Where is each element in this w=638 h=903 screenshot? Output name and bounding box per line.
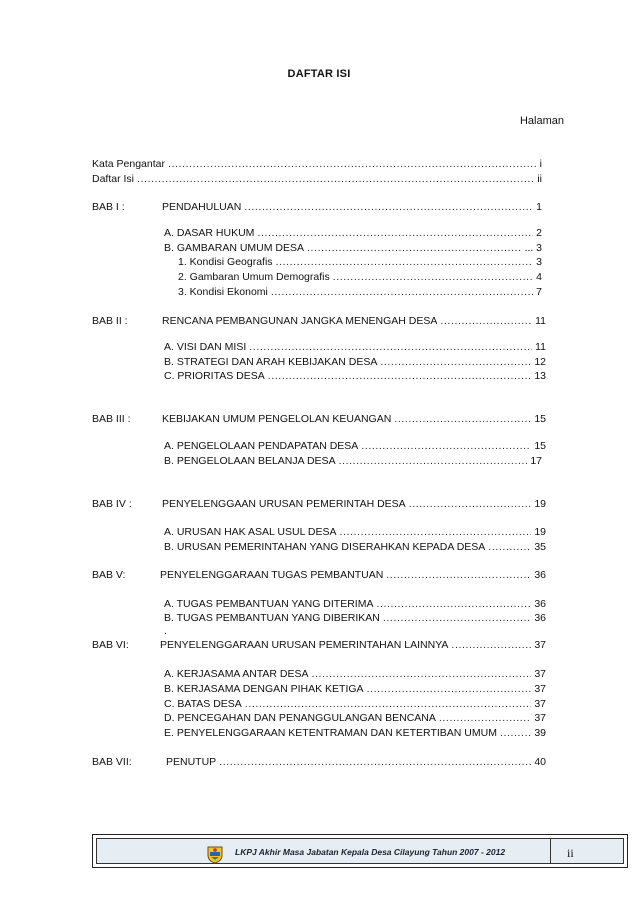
toc-entry-page: 36: [534, 598, 546, 610]
chapter-code: BAB IV :: [92, 498, 132, 510]
toc-entry-page: 2: [536, 227, 542, 239]
toc-entry-label: B. PENGELOLAAN BELANJA DESA: [164, 455, 336, 467]
toc-entry[interactable]: [164, 525, 546, 539]
toc-entry-page: 15: [534, 413, 546, 425]
leader-dots: [376, 597, 531, 611]
leader-dots: [249, 340, 532, 354]
toc-entry-page: ii: [537, 173, 542, 185]
toc-entry[interactable]: [164, 682, 546, 696]
toc-entry-page: 1: [536, 201, 542, 213]
toc-entry-page: 37: [534, 668, 546, 680]
toc-entry-kata-pengantar[interactable]: [92, 157, 542, 171]
toc-chapter-bab6[interactable]: [160, 638, 546, 652]
toc-entry-label: B. URUSAN PEMERINTAHAN YANG DISERAHKAN KEPADA DESA: [164, 541, 486, 553]
toc-entry-label: A. PENGELOLAAN PENDAPATAN DESA: [164, 440, 359, 452]
toc-entry[interactable]: [164, 454, 542, 468]
halaman-label: Halaman: [519, 115, 564, 127]
toc-entry-page: 3: [536, 256, 542, 268]
toc-entry-label: A. DASAR HUKUM: [164, 227, 255, 239]
toc-entry-label: KEBIJAKAN UMUM PENGELOLAN KEUANGAN: [162, 413, 392, 425]
leader-dots: [276, 255, 534, 269]
toc-entry-label: E. PENYELENGGARAAN KETENTRAMAN DAN KETERTIBAN UMUM: [164, 727, 497, 739]
toc-entry-page: 15: [534, 440, 546, 452]
toc-entry-label: PENYELENGGARAAN URUSAN PEMERINTAHAN LAINNYA: [160, 639, 449, 651]
toc-chapter-bab5[interactable]: [160, 568, 546, 582]
toc-entry-page: ... 3: [524, 242, 542, 254]
toc-entry-page: 37: [534, 683, 546, 695]
toc-entry-page: 13: [534, 370, 546, 382]
leader-dots: [380, 355, 531, 369]
toc-entry[interactable]: [164, 241, 542, 255]
toc-chapter-bab1[interactable]: [162, 200, 542, 214]
leader-dots: [409, 497, 532, 511]
toc-entry-label: 2. Gambaran Umum Demografis: [178, 271, 330, 283]
toc-entry[interactable]: [164, 597, 546, 611]
leader-dots: [271, 285, 533, 299]
toc-entry-label: B. GAMBARAN UMUM DESA: [164, 242, 305, 254]
leader-dots: [451, 638, 531, 652]
footer-divider: [550, 839, 551, 863]
toc-entry[interactable]: [164, 711, 546, 725]
toc-entry-label: A. VISI DAN MISI: [164, 341, 247, 353]
toc-entry-label: A. URUSAN HAK ASAL USUL DESA: [164, 526, 337, 538]
toc-entry-label: C. BATAS DESA: [164, 698, 242, 710]
page-title: DAFTAR ISI: [287, 68, 351, 80]
toc-entry-label: A. TUGAS PEMBANTUAN YANG DITERIMA: [164, 598, 374, 610]
toc-entry-label: C. PRIORITAS DESA: [164, 370, 265, 382]
regency-emblem-icon: [205, 844, 225, 864]
toc-entry[interactable]: [164, 540, 546, 554]
leader-dots: [312, 667, 532, 681]
toc-entry-page: 17: [530, 455, 542, 467]
chapter-code: BAB VI:: [92, 639, 129, 651]
stray-dot: .: [164, 625, 167, 637]
toc-entry-label: D. PENCEGAHAN DAN PENANGGULANGAN BENCANA: [164, 712, 436, 724]
toc-entry-page: 19: [534, 526, 546, 538]
toc-entry-page: 37: [534, 712, 546, 724]
leader-dots: [137, 172, 534, 186]
toc-entry-label: B. STRATEGI DAN ARAH KEBIJAKAN DESA: [164, 356, 378, 368]
leader-dots: [168, 157, 537, 171]
leader-dots: [488, 540, 531, 554]
toc-entry-page: 11: [535, 341, 546, 353]
toc-entry-page: 35: [534, 541, 546, 553]
toc-entry-page: 36: [534, 569, 546, 581]
toc-entry[interactable]: [178, 285, 542, 299]
toc-entry-label: 1. Kondisi Geografis: [178, 256, 273, 268]
toc-entry[interactable]: [164, 667, 546, 681]
toc-entry-daftar-isi[interactable]: [92, 172, 542, 186]
footer-page-number: ii: [567, 846, 574, 860]
chapter-code: BAB III :: [92, 413, 131, 425]
footer-caption: LKPJ Akhir Masa Jabatan Kepala Desa Cilayung Tahun 2007 - 2012: [235, 847, 506, 857]
leader-dots: [394, 412, 531, 426]
footer-frame: [96, 838, 624, 864]
toc-entry-page: 12: [534, 356, 546, 368]
leader-dots: [439, 711, 531, 725]
toc-entry-label: PENYELENGGAAN URUSAN PEMERINTAH DESA: [162, 498, 406, 510]
toc-entry[interactable]: [164, 369, 546, 383]
toc-entry[interactable]: [164, 611, 546, 625]
toc-entry-label: PENDAHULUAN: [162, 201, 242, 213]
chapter-code: BAB II :: [92, 315, 128, 327]
toc-chapter-bab7[interactable]: [166, 755, 546, 769]
toc-entry-page: 39: [534, 727, 546, 739]
toc-entry-page: 7: [536, 286, 542, 298]
toc-entry-label: Daftar Isi: [92, 173, 135, 185]
toc-entry[interactable]: [164, 340, 546, 354]
page-footer: [92, 834, 628, 868]
toc-entry-label: PENYELENGGARAAN TUGAS PEMBANTUAN: [160, 569, 384, 581]
leader-dots: [340, 525, 532, 539]
toc-entry[interactable]: [178, 270, 542, 284]
toc-entry-page: 37: [534, 639, 546, 651]
chapter-code: BAB VII:: [92, 756, 132, 768]
toc-entry-page: i: [539, 158, 542, 170]
leader-dots: [367, 682, 532, 696]
toc-entry-label: B. KERJASAMA DENGAN PIHAK KETIGA: [164, 683, 364, 695]
toc-entry-page: 37: [534, 698, 546, 710]
toc-entry[interactable]: [178, 255, 542, 269]
chapter-code: BAB I :: [92, 201, 125, 213]
toc-entry[interactable]: [164, 726, 546, 740]
leader-dots: [339, 454, 528, 468]
toc-entry-label: Kata Pengantar: [92, 158, 165, 170]
toc-entry[interactable]: [164, 439, 546, 453]
leader-dots: [386, 568, 531, 582]
toc-entry-page: 40: [534, 756, 546, 768]
leader-dots: [440, 314, 532, 328]
toc-entry-page: 19: [534, 498, 546, 510]
leader-dots: [268, 369, 532, 383]
leader-dots: [333, 270, 533, 284]
leader-dots: [244, 200, 533, 214]
leader-dots: [257, 226, 533, 240]
toc-entry[interactable]: [164, 355, 546, 369]
chapter-code: BAB V:: [92, 569, 126, 581]
toc-entry[interactable]: [164, 226, 542, 240]
toc-entry-label: RENCANA PEMBANGUNAN JANGKA MENENGAH DESA: [162, 315, 438, 327]
toc-chapter-bab3[interactable]: [162, 412, 546, 426]
leader-dots: [219, 755, 531, 769]
toc-entry-label: B. TUGAS PEMBANTUAN YANG DIBERIKAN: [164, 612, 380, 624]
toc-entry-label: PENUTUP: [166, 756, 217, 768]
toc-chapter-bab4[interactable]: [162, 497, 546, 511]
leader-dots: [307, 241, 521, 255]
toc-entry-page: 36: [534, 612, 546, 624]
toc-entry-page: 4: [536, 271, 542, 283]
leader-dots: [500, 726, 531, 740]
toc-chapter-bab2[interactable]: [162, 314, 546, 328]
leader-dots: [245, 697, 532, 711]
toc-entry-label: A. KERJASAMA ANTAR DESA: [164, 668, 309, 680]
toc-entry-label: 3. Kondisi Ekonomi: [178, 286, 268, 298]
leader-dots: [383, 611, 531, 625]
leader-dots: [361, 439, 531, 453]
toc-entry-page: 11: [535, 315, 546, 327]
toc-entry[interactable]: [164, 697, 546, 711]
